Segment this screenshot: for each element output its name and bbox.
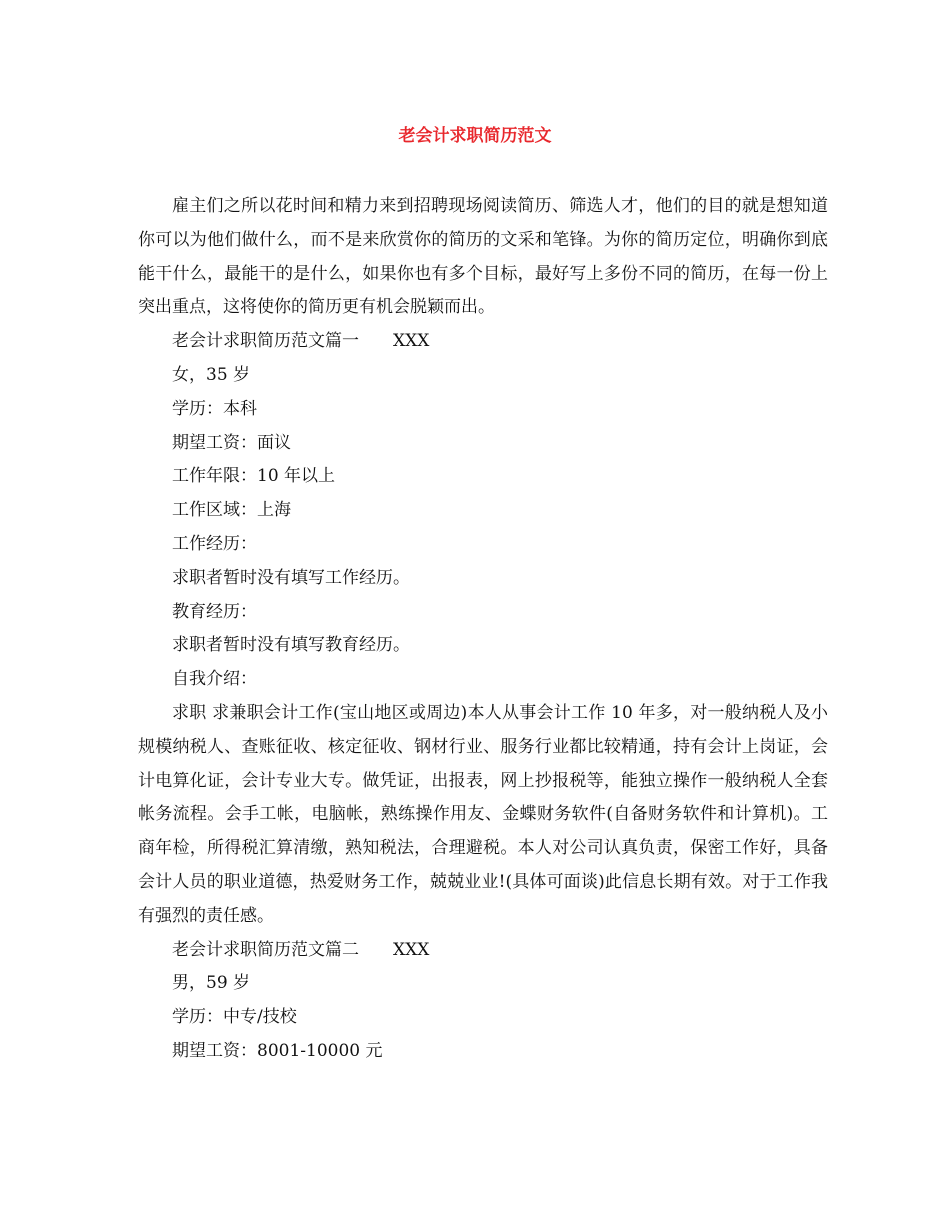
resume-1-gender-age: 女，35 岁 xyxy=(172,364,251,385)
resume-1-area: 工作区域：上海 xyxy=(172,500,291,521)
resume-1-education: 学历：本科 xyxy=(172,398,257,419)
document-title: 老会计求职简历范文 xyxy=(398,126,552,146)
resume-1-edu-text: 求职者暂时没有填写教育经历。 xyxy=(172,635,410,656)
resume-2-heading: 老会计求职简历范文篇二 XXX xyxy=(172,939,430,960)
resume-2-salary: 期望工资：8001-10000 元 xyxy=(172,1040,383,1061)
intro-paragraph: 雇主们之所以花时间和精力来到招聘现场阅读简历、筛选人才，他们的目的就是想知道你可以为他们做什么，而不是来欣赏你的简历的文采和笔锋。为你的简历定位，明确你到底能干什么，最能干的是什么，如果你也有多个目标，最好写上多份不同的简历，在每一份上突出重点，这将使你的简历更有机会脱颖而出。 xyxy=(138,196,828,318)
resume-1-edu-label: 教育经历： xyxy=(172,601,257,622)
resume-1-self-label: 自我介绍： xyxy=(172,669,257,690)
resume-1-work-text: 求职者暂时没有填写工作经历。 xyxy=(172,567,410,588)
resume-2-gender-age: 男，59 岁 xyxy=(172,973,251,994)
resume-1-work-label: 工作经历： xyxy=(172,533,257,554)
resume-2-education: 学历：中专/技校 xyxy=(172,1007,297,1028)
resume-1-self-text: 求职 求兼职会计工作(宝山地区或周边)本人从事会计工作 10 年多，对一般纳税人及小规模纳税人、查账征收、核定征收、钢材行业、服务行业都比较精通，持有会计上岗证，会计电算化证，会计专业大专。做凭证，出报表，网上抄报税等，能独立操作一般纳税人全套帐务流程。会手工帐，电脑帐，熟练操作用友、金蝶财务软件(自备财务软件和计算机)。工商年检，所得税汇算清缴，熟知税法，合理避税。本人对公司认真负责，保密工作好，具备会计人员的职业道德，热爱财务工作，兢兢业业!(具体可面谈)此信息长期有效。对于工作我有强烈的责任感。 xyxy=(138,702,828,926)
resume-1-heading: 老会计求职简历范文篇一 XXX xyxy=(172,331,430,352)
resume-1-salary: 期望工资：面议 xyxy=(172,432,291,453)
resume-1-years: 工作年限：10 年以上 xyxy=(172,466,336,487)
document-body xyxy=(138,190,828,1069)
